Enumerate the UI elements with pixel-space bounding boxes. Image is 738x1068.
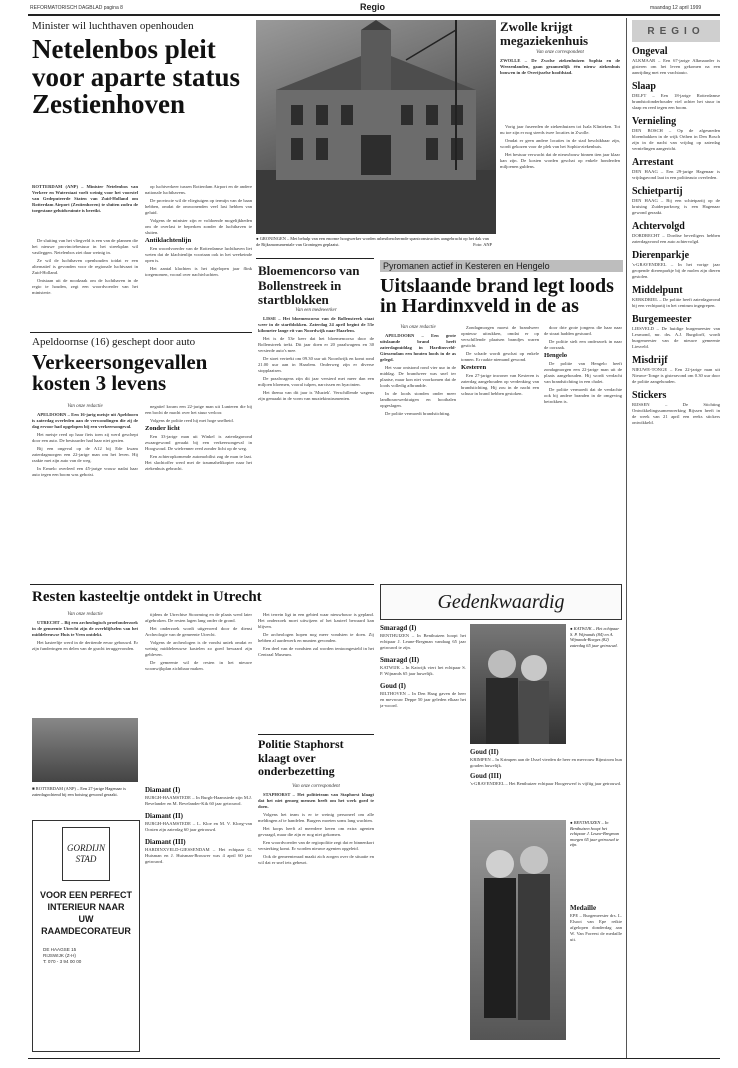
footer-rule [28, 1058, 720, 1059]
staphorst-headline: Politie Staphorst klaagt over onderbezetting [258, 737, 344, 778]
news-brief [632, 390, 720, 426]
news-brief-text: DEN BOSCH – Op de afgesneden bloembakken in de wijk Orthen in Den Bosch zijn in de nacht van vrijdag op zaterdag vernielingen aangericht. [632, 128, 720, 151]
brand-headline: Uitslaande brand legt loods in Hardinxveld in de as [380, 275, 614, 318]
news-brief-text: DEN HAAG – Een 29-jarige Hagenaar is vrijdagavond laat in een politieauto overleden. [632, 169, 720, 180]
news-brief-head: Diamant (III) [145, 838, 186, 846]
news-brief [632, 157, 720, 181]
news-brief-head: Misdrijf [632, 355, 668, 366]
brand-body-col2: Zondagmorgen moest de brandweer opnieuw uitrukken, omdat er op verschillende plaatsen brandjes waren gesticht. De schade wordt geschat op enkele tonnen. Er raakte niemand gewond. Kesteren Een 27-jarige inwoner van Kesteren is zaterdag aangehouden op verdenking van brandstichting. Hij zou in de nacht een schuur in brand hebben gestoken. [461, 325, 539, 396]
news-brief-head: Goud (II) [470, 748, 499, 756]
apeldoorn-lead: APELDOORN – Een 16-jarig meisje uit Apeldoorn is zaterdag overleden aan de verwondingen die zij de dag ervoor had opgelopen bij een verkeersongeval. [32, 412, 138, 429]
kasteel-headline: Resten kasteeltje ontdekt in Utrecht [32, 589, 262, 605]
apeldoorn-body-col1: APELDOORN – Een 16-jarig meisje uit Apeldoorn is zaterdag overleden aan de verwondingen die zij de dag ervoor had opgelopen bij een verkeersongeval. Het meisje reed op haar fiets toen zij werd geschept door een auto. De bestuurder had haar niet gezien. Bij een ongeval op de A12 bij Ede kwam zaterdagmorgen een 22-jarige man om het leven. Hij raakte met zijn auto van de weg. In Ermelo overleed een 45-jarige vrouw nadat haar auto tegen een boom was gebotst. [32, 412, 138, 477]
regio-title: REGIO [647, 25, 705, 37]
main-kicker: Minister wil luchthaven openhouden [32, 20, 194, 32]
zwolle-kicker: Van onze correspondent [536, 50, 584, 55]
news-brief-text: EPE – Burgemeester drs. L. Elsoot van Epe reikte afgelopen donderdag aan W. Van Foreest de medaille uit. [570, 913, 622, 942]
staphorst-byline: Van onze correspondent [292, 784, 340, 789]
brand-lead: APELDOORN – Een grote uitslaande brand heeft zaterdagmiddag in Hardinxveld-Giessendam een houten loods in de as gelegd. [380, 333, 456, 362]
bloemen-byline: Van een medewerker [295, 308, 337, 313]
news-brief-head: Middelpunt [632, 285, 683, 296]
news-brief-text: DELFT – Een 18-jarige Rotterdamse brandstofonderhouder viel achter het stuur in slaap en reed tegen een boom. [632, 93, 720, 110]
kasteel-body-col3: Het terrein ligt in een gebied waar nieuwbouw is gepland. Het onderzoek moet uitwijzen of het kasteel bewaard kan blijven. De archeologen hopen nog meer vondsten te doen. Zij hebben al aardewerk en munten gevonden. Een deel van de vondsten zal worden tentoongesteld in het Centraal Museum. [258, 612, 374, 657]
brand-body-col1: APELDOORN – Een grote uitslaande brand heeft zaterdagmiddag in Hardinxveld-Giessendam een houten loods in de as gelegd. Het vuur ontstond rond vier uur in de middag. De brandweer was snel ter plaatse, maar kon niet voorkomen dat de loods volledig afbrandde. In de loods stonden onder meer landbouwwerktuigen en hooibalen opgeslagen. De politie vermoedt brandstichting. [380, 333, 456, 416]
news-brief-head: Diamant (I) [145, 786, 181, 794]
brand-subhead-kesteren: Kesteren [461, 364, 487, 371]
advert-brand-box [62, 827, 110, 881]
news-brief [145, 838, 252, 865]
news-brief [380, 656, 466, 677]
bloemen-lead: LISSE – Het bloemencorso van de Bollenstreek staat weer in de startblokken. Zaterdag 24 april begint de 53e kilometer lange rit van Noordwijk naar Haarlem. [258, 316, 374, 333]
news-brief-head: Dierenparkje [632, 250, 690, 261]
news-brief-text: KERKDRIEL – De politie heeft zaterdagavond bij een vechtpartij in het centrum ingegrepen. [632, 297, 720, 308]
kasteel-rule [30, 584, 374, 585]
caption-katwijk: ● KATWIJK – Het echtpaar S. P. Wijnands (84) en A. Wijnands-Boeges (82) zaterdag 65 jaar getrouwd. [570, 626, 620, 648]
news-brief [632, 250, 720, 280]
apeldoorn-headline: Verkeersongevallen kosten 3 levens [32, 350, 208, 396]
regio-list [632, 46, 720, 1056]
couple-photo-katwijk [470, 624, 566, 744]
main-photo [256, 20, 496, 234]
news-brief-text: KATWIJK – In Katwijk viert het echtpaar S. P. Wijnands 65 jaar huwelijk. [380, 665, 466, 676]
news-brief-text: NIEUWE-TONGE – Een 22-jarige man uit Nieuwe-Tonge is gisteravond om 0.30 uur door de politie aangehouden. [632, 367, 720, 384]
zwolle-lead: ZWOLLE – De Zwolse ziekenhuizen Sophia en de Weezenlanden, gaan gezamenlijk één nieuw ziekenhuis bouwen in de Overijsselse hoofdstad. [500, 58, 620, 75]
news-brief-head: Achtervolgd [632, 221, 685, 232]
news-brief [632, 221, 720, 245]
couple-figures [470, 624, 566, 744]
news-brief [632, 46, 720, 76]
kasteel-body-col1: UTRECHT – Bij een archeologisch proefonderzoek in de gemeente Utrecht zijn de overblijfselen van het middeleeuwse Huis te Vren ontdekt. Het kasteeltje werd in de dertiende eeuw gebouwd. Er zijn funderingen en delen van de gracht teruggevonden. [32, 620, 138, 651]
news-brief-head: Diamant (II) [145, 812, 183, 820]
news-brief-text: BURGH-HAAMSTEDE – L. Kloe en M. V. Kloeg-van Oosten zijn zaterdag 60 jaar getrouwd. [145, 821, 252, 832]
news-brief [470, 772, 622, 787]
apeldoorn-subhead: Zonder licht [145, 425, 180, 432]
advert-address-line: DE HAAGSE 15 [43, 947, 77, 952]
advert-address-line: RIJSWIJK (Z-H) [43, 953, 76, 958]
news-brief [380, 624, 466, 651]
news-brief [632, 355, 720, 385]
news-brief-head: Arrestant [632, 157, 674, 168]
news-brief [632, 186, 720, 216]
small-photo-caption: ■ ROTTERDAM (ANP) – Een 27-jarige Hagenaar is zaterdagochtend bij een botsing gewond geraakt. [32, 786, 126, 797]
bloemen-rule [256, 258, 374, 259]
brand-subhead-hengelo: Hengelo [544, 352, 568, 359]
regio-divider [626, 18, 627, 1058]
news-brief-head: Burgemeester [632, 314, 692, 325]
kasteel-body-col2: tijdens de Utrechtse Stoorming en de plaats werd later afgebroken. De resten lagen lang onder de grond. Het onderzoek wordt uitgevoerd door de dienst Archeologie van de gemeente Utrecht. Volgens de archeologen is de vondst uniek omdat er weinig middeleeuwse kastelen zo goed bewaard zijn gebleven. De gemeente wil de resten in het nieuwe woonwijkplan zichtbaar maken. [145, 612, 252, 671]
brand-kicker: Pyromanen actief in Kesteren en Hengelo [380, 260, 623, 272]
news-brief-text: LIESVELD – De huidige burgemeester van Lexmond, mr. drs. A.J. Burgdorff, wordt burgemeester van de nieuwe gemeente Liesveld. [632, 326, 720, 349]
advert-tagline: VOOR EEN PERFECT INTERIEUR NAAR UW RAAMDECORATEUR [39, 890, 132, 936]
news-brief-head: Goud (I) [380, 682, 406, 690]
bloemen-body: LISSE – Het bloemencorso van de Bollenstreek staat weer in de startblokken. Zaterdag 24 april begint de 53e kilometer lange rit van Noordwijk naar Haarlem. Het is de 53e keer dat het bloemencorso door de Bollenstreek trekt. Dit jaar doen er 20 praalwagens en 30 versierde auto's mee. De stoet vertrekt om 09.30 uur uit Noordwijk en komt rond 21.00 uur aan in Haarlem. Onderweg zijn er diverse stopplaatsen. De praalwagens zijn dit jaar versierd met meer dan een miljoen bloemen, vooral tulpen, narcissen en hyacinten. Het thema van dit jaar is 'Muziek'. Verschillende wagens zijn gemaakt in de vorm van muziekinstrumenten. [258, 316, 374, 401]
brand-byline: Van onze redactie [400, 325, 436, 330]
staphorst-rule [258, 734, 374, 735]
couple-figures-2 [470, 820, 566, 1040]
news-brief [470, 748, 622, 769]
gedenk-title: Gedenkwaardig [437, 590, 565, 613]
apeldoorn-rule [30, 332, 252, 333]
news-brief-text: HARDINXVELD-GIESSENDAM – Het echtpaar G. Huisman en J. Huisman-Brouwer was 4 april 60 jaar getrouwd. [145, 847, 252, 864]
news-brief-text: RIJSSEN – De Stichting Ontwikkelingssamenwerking Rijssen heeft in de week van 21 april een reeks stickers ontwikkeld. [632, 402, 720, 425]
news-brief-head: Slaap [632, 81, 656, 92]
main-photo-caption: ● GRONINGEN – Met behulp van een enorme hoogwerker worden asbestbeschermde spantconstructies aangebracht op het dak van de Rijksmonumentale van Groningen geplaatst. Foto: ANP [256, 236, 492, 247]
apeldoorn-body-col2: negatief kwam een 22-jarige man uit Lunteren die bij een bocht de macht over het stuur verloor. Volgens de politie reed hij met hoge snelheid. Zonder licht Een 33-jarige man uit Winkel is zaterdagavond zwaargewond geraakt bij een verkeersongeval in Hoogwoud. De wielrenner reed zonder licht op de weg. Een achteropkomende automobilist zag de man te laat. Het slachtoffer werd met de traumahelikopter naar het ziekenhuis gebracht. [145, 404, 252, 471]
gedenk-list-right [470, 748, 622, 818]
news-brief [632, 285, 720, 309]
news-brief-text: BURGH-HAAMSTEDE – In Burgh-Haamstede zijn M.J. Bevelander en M. Bevelander-Kik 60 jaar getrouwd. [145, 795, 252, 806]
apeldoorn-kicker: Apeldoornse (16) geschept door auto [32, 336, 196, 348]
main-body-col1: De sluiting van het vliegveld is een van de plannen die het nieuwe provinciebestuur in het streekplan wil vastleggen. Netelenbos ziet daar weinig in. Ze wil de luchthaven openhouden totdat er een alternatief is gevonden voor de regionale luchtvaart in Zuid-Holland. Ontstaan uit de noodzaak om de luchthaven in de regio te houden, zegt een woordvoerder van het ministerie. [32, 238, 138, 295]
news-brief [145, 812, 252, 833]
gedenk-banner [380, 584, 622, 620]
couple-photo-benthuizen [470, 820, 566, 1040]
header-date: maandag 12 april 1999 [650, 5, 702, 11]
header-rule [28, 14, 720, 16]
news-brief [632, 314, 720, 350]
regio-title-box [632, 20, 720, 42]
news-brief-text: DORDRECHT – Dordtse beveiligers hebben zaterdagavond een auto achtervolgd. [632, 233, 720, 244]
zwolle-headline: Zwolle krijgt megaziekenhuis [500, 19, 589, 48]
small-photo [32, 718, 138, 782]
advert-address [43, 947, 133, 965]
main-body-col2: op luchtverkeer tussen Rotterdam Airport en de andere nationale luchthavens. De provincie wil de vliegtuigen op termijn van de baan hebben, omdat de omwonenden veel last hebben van geluid. Volgens de minister zijn er voldoende mogelijkheden om de overlast te beperken zonder de luchthaven te sluiten. Antiklachtenlijn Een woordvoerder van de Rotterdamse luchthaven liet weten dat de klachtenlijn voortaan ook in het weekeinde open is. Het aantal klachten is het afgelopen jaar flink toegenomen, vooral over nachtvluchten. [145, 184, 252, 277]
news-brief-text: ALKMAAR – Een 67-jarige Alkmaarder is gisteren om het leven gekomen na een aanrijding met een vrachtauto. [632, 58, 720, 75]
news-brief-head: Smaragd (I) [380, 624, 417, 632]
diamant-list [145, 786, 252, 1056]
news-brief-head: Ongeval [632, 46, 668, 57]
news-brief-head: Vernieling [632, 116, 677, 127]
caption-benthuizen: ● BENTHUIZEN – In Benthuizen hoopt het echtpaar J. Leune-Bregman morgen 65 jaar getrouwd te zijn. [570, 820, 619, 848]
brand-body-col3: door drie grote jongens die haar naar de straat hadden gestuurd. De politie stelt een onderzoek in naar de oorzaak. Hengelo De politie van Hengelo heeft zondagmorgen een 22-jarige man uit de plaats aangehouden. Hij wordt verdacht van brandstichting in een chalet. De politie vermoedt dat de verdachte ook bij andere branden in de omgeving betrokken is. [544, 325, 622, 404]
gedenk-list-left [380, 624, 466, 1054]
news-brief-text: BILTHOVEN – In Den Haag gaven de heer en mevrouw Deppe 50 jaar geleden elkaar het ja-woord. [380, 691, 466, 708]
kasteel-lead: UTRECHT – Bij een archeologisch proefonderzoek in de gemeente Utrecht zijn de overblijfselen van het middeleeuwse Huis te Vren ontdekt. [32, 620, 138, 637]
news-brief-head: Stickers [632, 390, 667, 401]
news-brief-text: DEN HAAG – Bij een schietpartij op de kruising Zuiderparkweg is een Hagenaar gewond geraakt. [632, 198, 720, 215]
news-brief-text: 's-GRAVENDEEL – Het Benthuizer echtpaar Hoogerwerf is vijftig jaar getrouwd. [470, 781, 622, 786]
news-brief [632, 116, 720, 152]
main-subhead: Antiklachtenlijn [145, 237, 192, 244]
news-brief-head: Medaille [570, 904, 597, 912]
zwolle-body: Vorig jaar fuseerden de ziekenhuizen tot Isala Klinieken. Tot nu toe zijn er nog steeds twee locaties in Zwolle. Omdat er geen andere locaties in de stad beschikbaar zijn, wordt gekozen voor de plek van het Sophia-ziekenhuis. Het bestuur verwacht dat de nieuwbouw binnen tien jaar klaar kan zijn. De kosten worden geschat op enkele honderden miljoenen guldens. [500, 124, 620, 169]
header-section: Regio [360, 2, 386, 12]
news-brief-head: Goud (III) [470, 772, 502, 780]
news-brief [380, 682, 466, 709]
staphorst-lead: STAPHORST – Het politieteam van Staphorst klaagt dat het niet genoeg mensen heeft om het werk goed te doen. [258, 792, 374, 809]
bloemen-headline: Bloemencorso van Bollenstreek in startblokken [258, 263, 360, 307]
header-publication: REFORMATORISCH DAGBLAD pagina 8 [30, 5, 123, 11]
news-brief [145, 786, 252, 807]
news-brief-head: Schietpartij [632, 186, 683, 197]
main-lead: ROTTERDAM (ANP) – Minister Netelenbos van Verkeer en Waterstaat voelt weinig voor het voorstel van Gedeputeerde Staten van Zuid-Holland om Rotterdam Airport (Zestienhoven) te sluiten zodra de toegestane geluidsruimte is bereikt. [32, 184, 138, 213]
news-brief-head: Smaragd (II) [380, 656, 420, 664]
news-brief-text: BENTHUIZEN – In Benthuizen hoopt het echtpaar J. Leune-Bregman vandaag 65 jaar getrouwd te zijn. [380, 633, 466, 650]
main-headline: Netelenbos pleit voor aparte status Zestienhoven [32, 34, 240, 120]
staphorst-body: STAPHORST – Het politieteam van Staphorst klaagt dat het niet genoeg mensen heeft om het werk goed te doen. Volgens het team is er te weinig personeel om alle meldingen af te handelen. Burgers moeten soms lang wachten. Het korps heeft al meerdere keren om extra agenten gevraagd, maar die zijn er nog niet gekomen. Een woordvoerder van de regiopolitie zegt dat er binnenkort versterking komt. Er worden nieuwe agenten opgeleid. Ook de gemeenteraad maakt zich zorgen over de situatie en wil dat er snel iets gebeurt. [258, 792, 374, 865]
gedenk-list-bottom [570, 904, 622, 1054]
news-brief-text: 's-GRAVENDEEL – In het vorige jaar geopende dierenparkje bij de molen zijn dieren gestolen. [632, 262, 720, 279]
apeldoorn-byline: Van onze redactie [67, 404, 103, 409]
advert [32, 820, 140, 1052]
news-brief-text: KRIMPEN – In Krimpen aan de IJssel vierden de heer en mevrouw Rijnstrom hun gouden huwelijk. [470, 757, 622, 768]
photo-credit: Foto: ANP [473, 241, 492, 247]
kasteel-byline: Van onze redactie [67, 612, 103, 617]
advert-address-line: T: 070 - 3 94 00 00 [43, 959, 82, 964]
advert-brand: GORDIJN STAD [67, 843, 105, 864]
news-brief [632, 81, 720, 111]
building-illustration [256, 20, 496, 234]
